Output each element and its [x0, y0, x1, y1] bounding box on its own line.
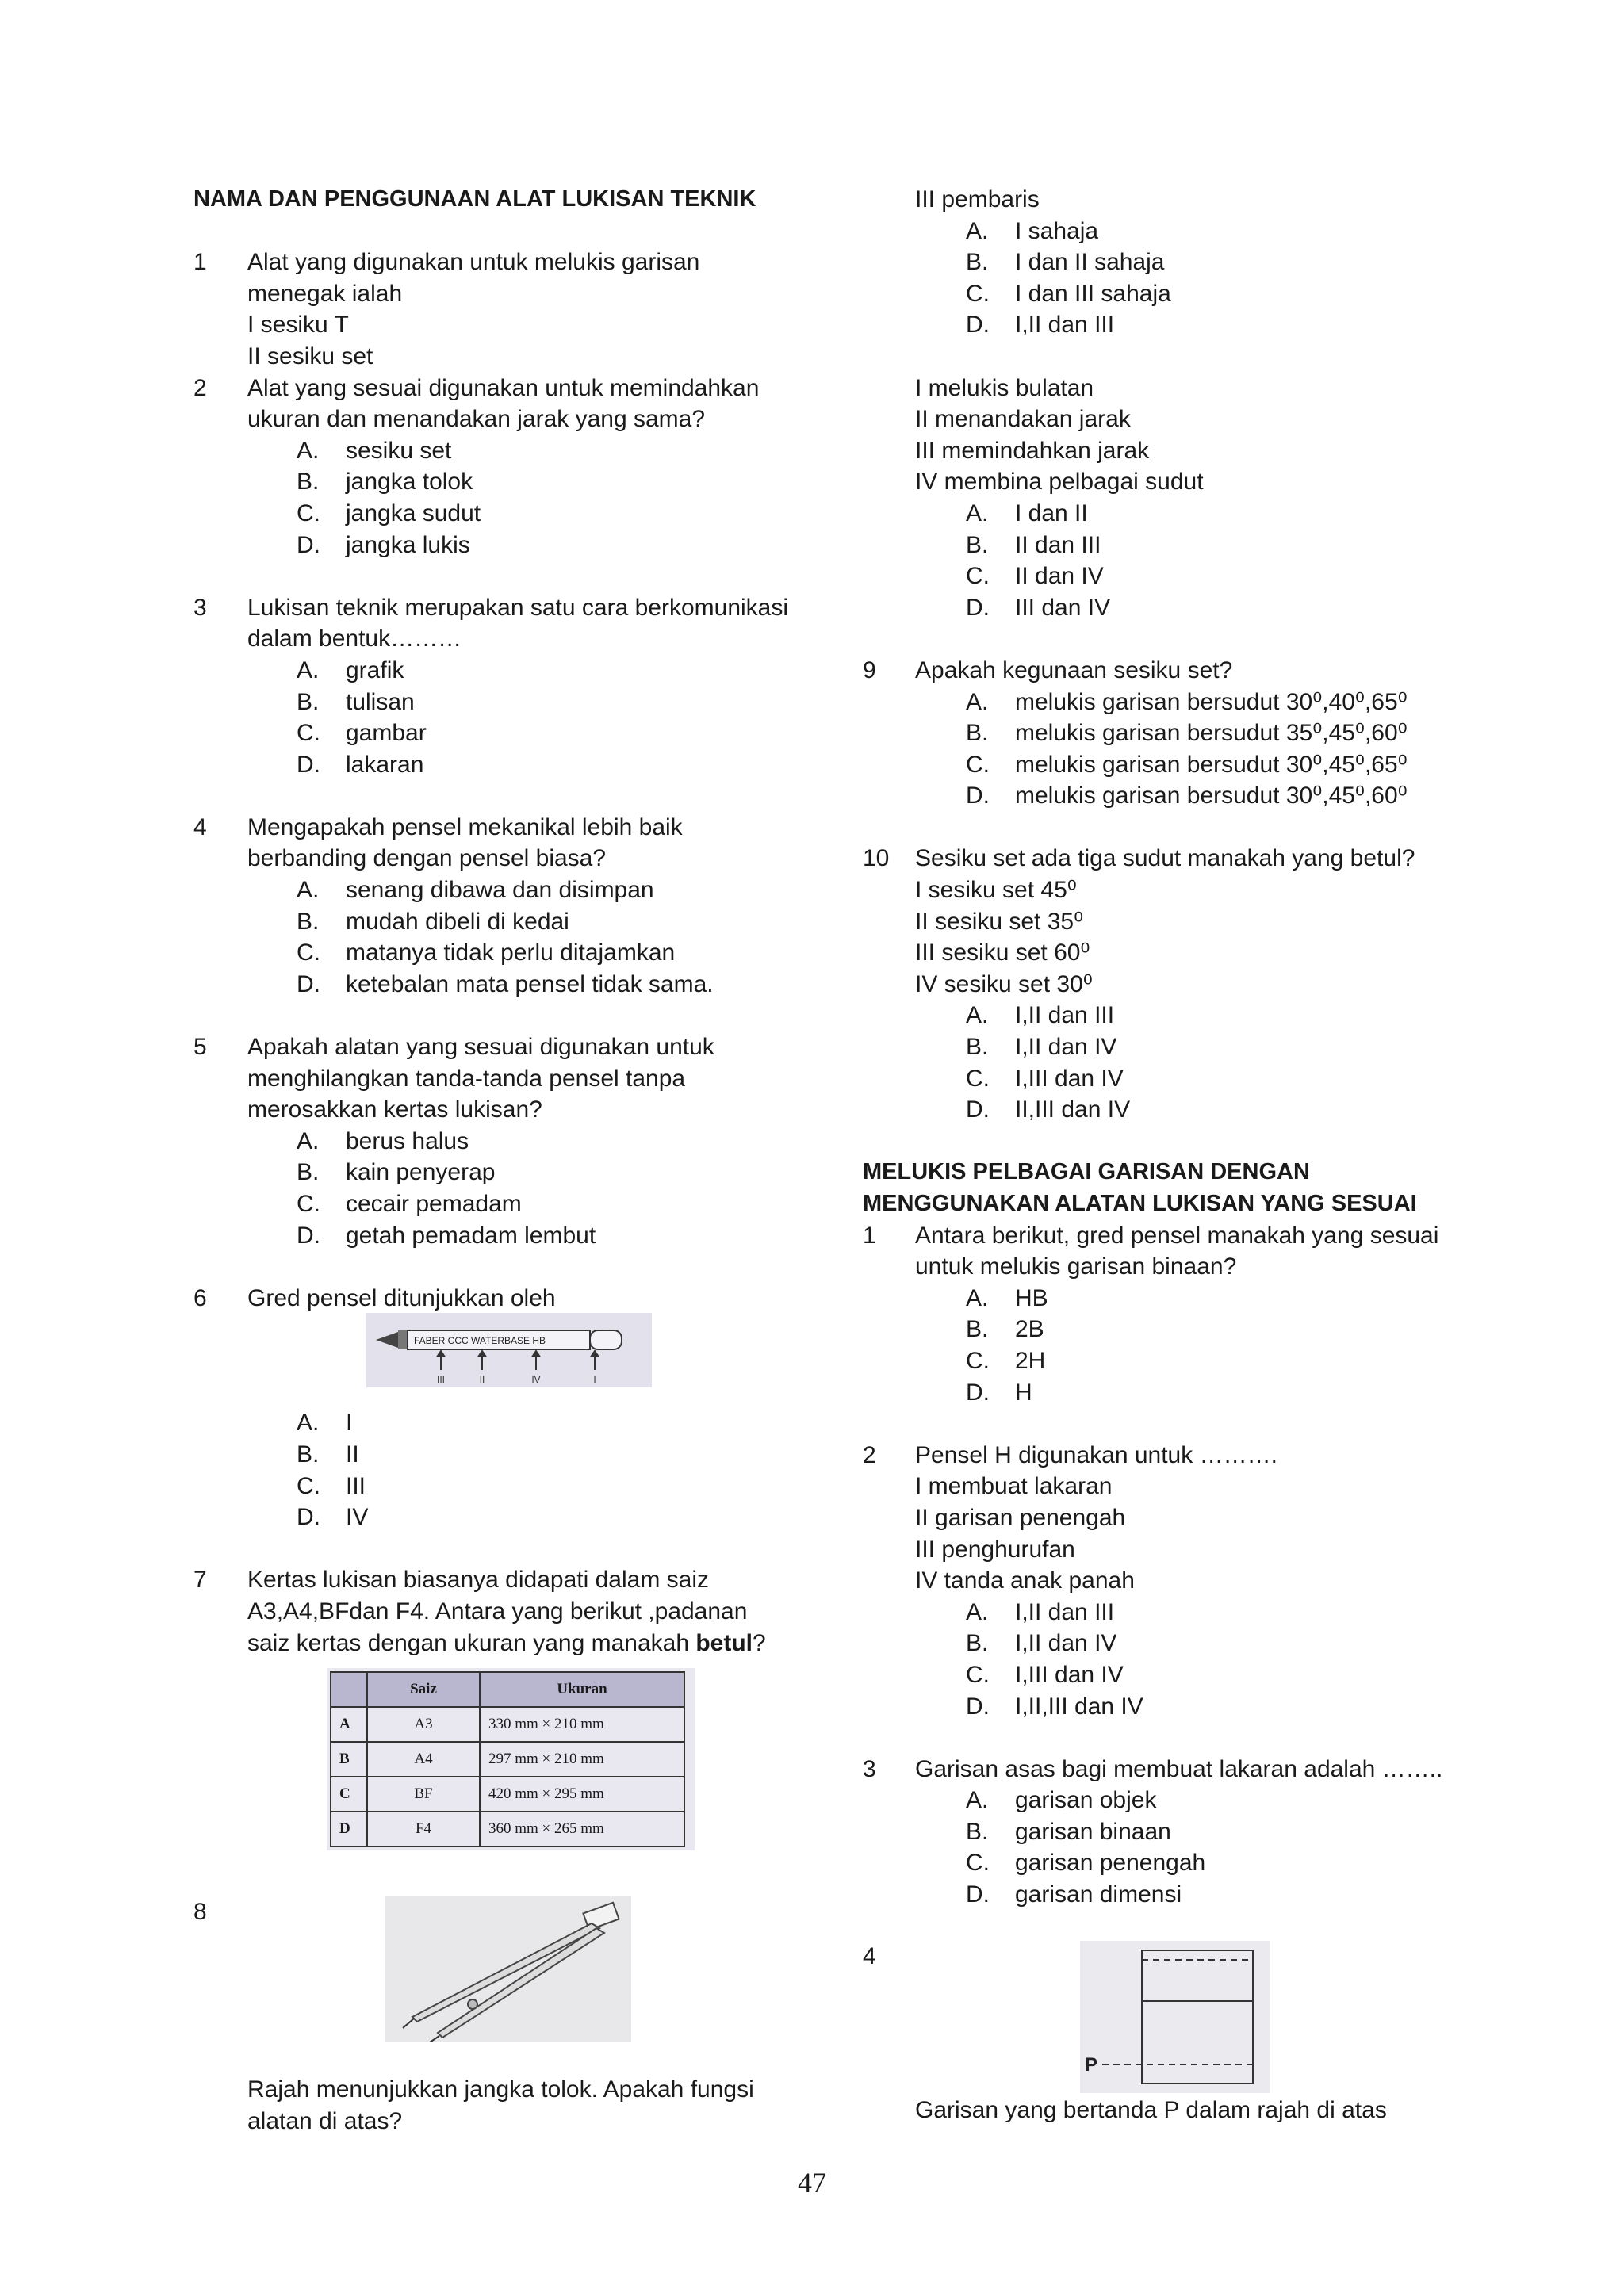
option: C. garisan penengah: [966, 1850, 1206, 1877]
section-heading: MENGGUNAKAN ALATAN LUKISAN YANG SESUAI: [863, 1191, 1417, 1216]
divider-figure: [385, 1896, 631, 2042]
roman-item: I sesiku set 45⁰: [915, 877, 1077, 904]
option: B. I dan II sahaja: [966, 249, 1165, 276]
option: D. IV: [297, 1504, 369, 1531]
question-number: 3: [863, 1755, 876, 1782]
pencil-mark-label: II: [479, 1374, 485, 1385]
question-number: 1: [863, 1222, 876, 1249]
question-number: 2: [193, 374, 207, 401]
option: D. lakaran: [297, 751, 424, 778]
question-9: [863, 655, 1442, 687]
question-7: [193, 1564, 844, 1596]
question-s3: [863, 1754, 1442, 1785]
pencil-mark-label: III: [436, 1374, 446, 1385]
option: A. I: [297, 1410, 353, 1437]
question-text: Garisan yang bertanda P dalam rajah di atas: [915, 2097, 1387, 2123]
option: D. ketebalan mata pensel tidak sama.: [297, 970, 714, 997]
question-text: ukuran dan menandakan jarak yang sama?: [247, 406, 706, 433]
question-10: [863, 843, 1442, 874]
question-text: Gred pensel ditunjukkan oleh: [247, 1284, 556, 1311]
option: D. getah pemadam lembut: [297, 1222, 596, 1249]
option: C. I,III dan IV: [966, 1065, 1124, 1092]
question-6: [193, 1283, 844, 1314]
question-number: 8: [193, 1899, 207, 1925]
pencil-icon: [366, 1313, 652, 1387]
option: D. H: [966, 1379, 1032, 1406]
option: B. mudah dibeli di kedai: [297, 908, 569, 935]
roman-item: IV membina pelbagai sudut: [915, 469, 1204, 496]
option: A. senang dibawa dan disimpan: [297, 877, 654, 904]
option: D. I,II,III dan IV: [966, 1693, 1143, 1720]
section-heading: NAMA DAN PENGGUNAAN ALAT LUKISAN TEKNIK: [193, 186, 756, 212]
option: D. jangka lukis: [297, 531, 470, 558]
option: D. melukis garisan bersudut 30⁰,45⁰,60⁰: [966, 783, 1408, 809]
question-number: 9: [863, 656, 876, 683]
option: A. I dan II: [966, 499, 1088, 526]
option: B. I,II dan IV: [966, 1034, 1117, 1061]
roman-item: III memindahkan jarak: [915, 437, 1150, 464]
option: D. I,II dan III: [966, 312, 1115, 339]
question-text: A3,A4,BFdan F4. Antara yang berikut ,padanan: [247, 1598, 748, 1624]
question-number: 4: [863, 1943, 876, 1969]
pencil-figure: [366, 1313, 652, 1387]
left-column: [193, 184, 844, 1659]
roman-item: I membuat lakaran: [915, 1473, 1113, 1500]
option: A. HB: [966, 1284, 1048, 1311]
question-text: menghilangkan tanda-tanda pensel tanpa: [247, 1065, 686, 1092]
option: C. jangka sudut: [297, 499, 481, 526]
option: A. garisan objek: [966, 1787, 1157, 1814]
table-header-row: Saiz Ukuran: [331, 1672, 684, 1707]
option: B. I,II dan IV: [966, 1630, 1117, 1657]
question-number: 6: [193, 1284, 207, 1311]
option: A. I,II dan III: [966, 1002, 1115, 1029]
option: B. garisan binaan: [966, 1818, 1171, 1845]
question-text: menegak ialah: [247, 280, 403, 307]
question-text: Alat yang digunakan untuk melukis garisan: [247, 249, 700, 276]
question-text: untuk melukis garisan binaan?: [915, 1253, 1237, 1280]
question-number: 4: [193, 813, 207, 840]
table-row: A A3 330 mm × 210 mm: [331, 1707, 684, 1742]
option: D. garisan dimensi: [966, 1881, 1182, 1908]
paper-size-table: [327, 1668, 695, 1850]
question-text: Antara berikut, gred pensel manakah yang sesuai: [915, 1222, 1439, 1249]
option: B. II dan III: [966, 531, 1101, 558]
question-text: saiz kertas dengan ukuran yang manakah betul?: [247, 1629, 766, 1656]
roman-item: IV sesiku set 30⁰: [915, 970, 1093, 997]
option: D. II,III dan IV: [966, 1096, 1131, 1123]
option: B. tulisan: [297, 688, 415, 715]
label-p: P: [1085, 2054, 1098, 2076]
pencil-brand-text: FABER CCC WATERBASE HB: [414, 1335, 546, 1346]
option: B. II: [297, 1441, 359, 1468]
question-text: Sesiku set ada tiga sudut manakah yang betul?: [915, 845, 1415, 872]
roman-item: II garisan penengah: [915, 1504, 1126, 1531]
roman-item: II menandakan jarak: [915, 406, 1131, 433]
option: A. I,II dan III: [966, 1598, 1115, 1625]
line-figure: [1080, 1941, 1270, 2093]
option: B. 2B: [966, 1316, 1044, 1343]
roman-item: III sesiku set 60⁰: [915, 939, 1090, 966]
option: C. melukis garisan bersudut 30⁰,45⁰,65⁰: [966, 751, 1408, 778]
question-1: [193, 247, 844, 278]
pencil-mark-label: I: [593, 1374, 596, 1385]
question-text: Kertas lukisan biasanya didapati dalam saiz: [247, 1567, 709, 1594]
question-text: alatan di atas?: [247, 2108, 403, 2134]
option: A. melukis garisan bersudut 30⁰,40⁰,65⁰: [966, 688, 1408, 715]
question-text: merosakkan kertas lukisan?: [247, 1096, 542, 1123]
roman-item: III penghurufan: [915, 1536, 1075, 1563]
option: A. sesiku set: [297, 437, 452, 464]
question-text: dalam bentuk………: [247, 626, 462, 652]
divider-icon: [385, 1896, 631, 2042]
pencil-mark-label: IV: [531, 1374, 541, 1385]
roman-item: II sesiku set 35⁰: [915, 908, 1084, 935]
question-number: 5: [193, 1034, 207, 1061]
option: A. berus halus: [297, 1127, 469, 1154]
question-number: 2: [863, 1441, 876, 1468]
question-text: Pensel H digunakan untuk ……….: [915, 1441, 1277, 1468]
question-text: Apakah alatan yang sesuai digunakan untuk: [247, 1034, 714, 1061]
option: C. III: [297, 1472, 366, 1499]
option: A. I sahaja: [966, 217, 1099, 244]
option: C. cecair pemadam: [297, 1191, 522, 1217]
table-row: B A4 297 mm × 210 mm: [331, 1742, 684, 1777]
question-text: Mengapakah pensel mekanikal lebih baik: [247, 813, 683, 840]
question-2: [193, 373, 844, 404]
option: C. 2H: [966, 1347, 1046, 1374]
question-number: 7: [193, 1567, 207, 1594]
question-text: Lukisan teknik merupakan satu cara berkomunikasi: [247, 594, 789, 621]
option: C. II dan IV: [966, 563, 1104, 590]
question-3: [193, 592, 844, 624]
roman-item: III pembaris: [915, 186, 1040, 212]
question-number: 3: [193, 594, 207, 621]
page-number: 47: [798, 2167, 826, 2198]
question-number: 10: [863, 845, 890, 872]
table-row: C BF 420 mm × 295 mm: [331, 1777, 684, 1812]
option: B. jangka tolok: [297, 469, 473, 496]
option: B. kain penyerap: [297, 1159, 496, 1186]
question-text: Alat yang sesuai digunakan untuk memindahkan: [247, 374, 760, 401]
roman-item: II sesiku set: [247, 342, 373, 369]
roman-item: I melukis bulatan: [915, 374, 1094, 401]
question-text: Apakah kegunaan sesiku set?: [915, 656, 1233, 683]
question-s1: [863, 1220, 1442, 1252]
roman-item: IV tanda anak panah: [915, 1567, 1135, 1594]
option: C. I,III dan IV: [966, 1661, 1124, 1688]
question-text: Garisan asas bagi membuat lakaran adalah ……..: [915, 1755, 1443, 1782]
option: C. gambar: [297, 720, 427, 747]
question-s2: [863, 1440, 1442, 1471]
table-row: D F4 360 mm × 265 mm: [331, 1812, 684, 1846]
size-table: [330, 1671, 685, 1847]
right-column: [863, 184, 1442, 1911]
option: A. grafik: [297, 656, 404, 683]
option: C. I dan III sahaja: [966, 280, 1171, 307]
section-heading: MELUKIS PELBAGAI GARISAN DENGAN: [863, 1159, 1310, 1185]
question-4: [193, 812, 844, 844]
question-text: berbanding dengan pensel biasa?: [247, 845, 607, 872]
line-diagram-icon: [1080, 1941, 1270, 2093]
question-5: [193, 1031, 844, 1063]
question-text: Rajah menunjukkan jangka tolok. Apakah fungsi: [247, 2076, 754, 2103]
option: D. III dan IV: [966, 594, 1111, 621]
option: C. matanya tidak perlu ditajamkan: [297, 939, 676, 966]
question-number: 1: [193, 249, 207, 276]
roman-item: I sesiku T: [247, 312, 349, 339]
option: B. melukis garisan bersudut 35⁰,45⁰,60⁰: [966, 720, 1408, 747]
